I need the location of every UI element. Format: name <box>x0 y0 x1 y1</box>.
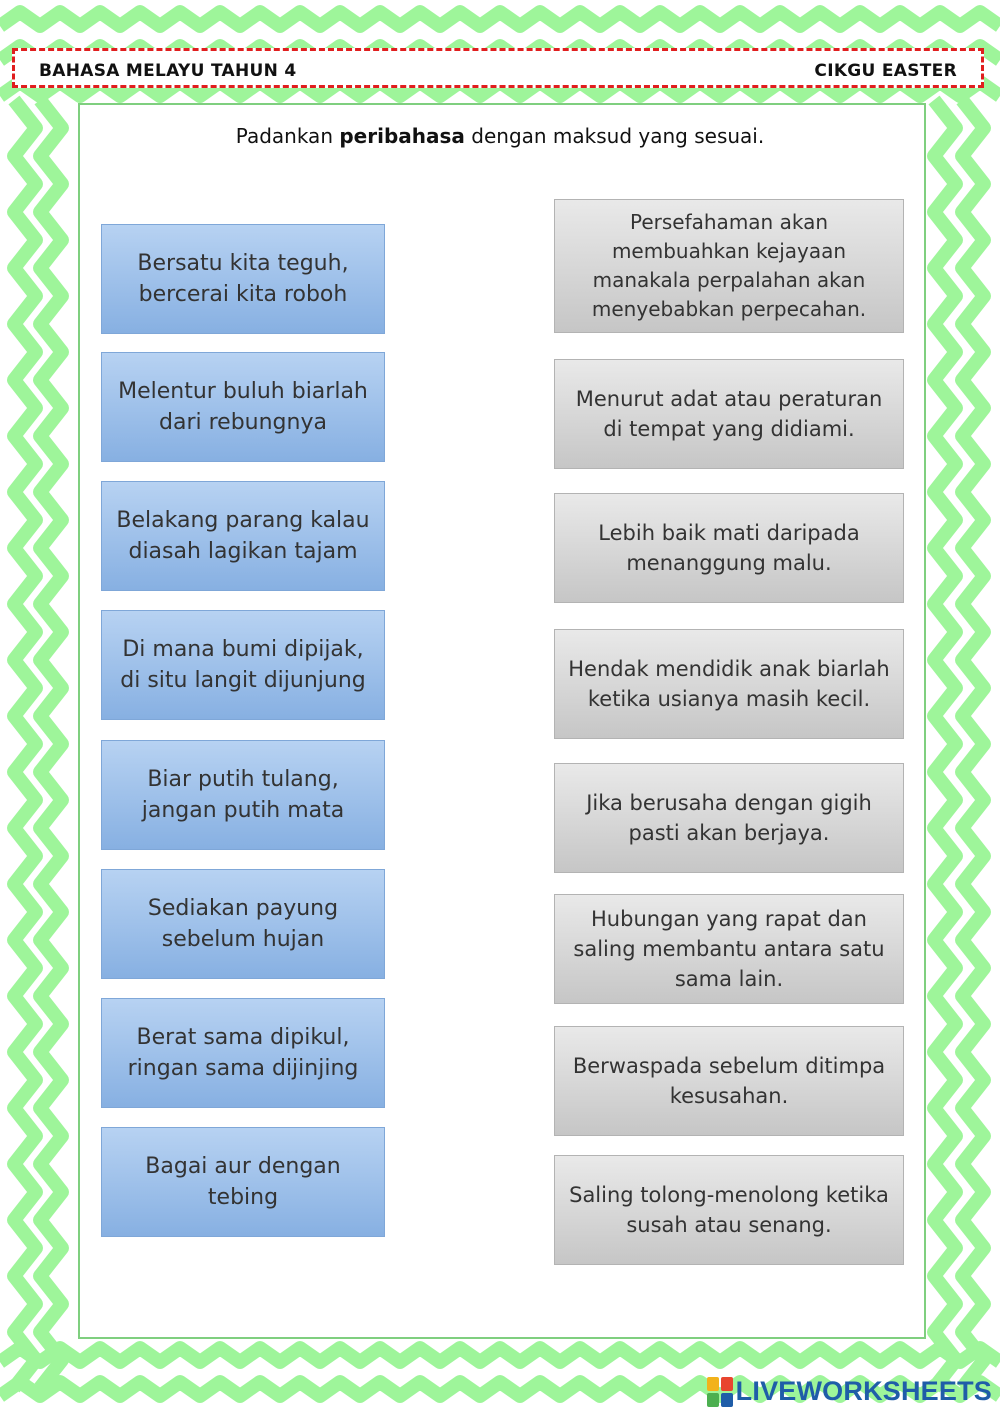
meaning-card[interactable] <box>554 199 904 333</box>
proverb-card[interactable] <box>101 224 385 334</box>
meaning-card[interactable] <box>554 493 904 603</box>
proverb-card[interactable] <box>101 869 385 979</box>
meaning-card[interactable] <box>554 1155 904 1265</box>
instruction-before: Padankan <box>235 124 340 148</box>
proverb-card[interactable] <box>101 610 385 720</box>
meaning-card[interactable] <box>554 763 904 873</box>
zigzag-stroke <box>14 100 36 1388</box>
proverb-text: Di mana bumi dipijak, di situ langit dijunjung <box>120 637 366 693</box>
meaning-text: Berwaspada sebelum ditimpa kesusahan. <box>572 1054 886 1108</box>
proverb-text: Sediakan payung sebelum hujan <box>147 896 339 952</box>
meaning-text: Hubungan yang rapat dan saling membantu antara satu sama lain. <box>573 907 885 991</box>
zigzag-stroke <box>962 100 984 1388</box>
proverb-card[interactable] <box>101 998 385 1108</box>
subject-title: BAHASA MELAYU TAHUN 4 <box>39 61 297 81</box>
proverb-text: Melentur buluh biarlah dari rebungnya <box>118 379 368 435</box>
meaning-text: Hendak mendidik anak biarlah ketika usianya masih kecil. <box>568 657 890 711</box>
liveworksheets-logo[interactable] <box>707 1376 992 1407</box>
liveworksheets-logo-text: LIVEWORKSHEETS <box>735 1376 992 1406</box>
proverb-text: Berat sama dipikul, ringan sama dijinjing <box>127 1025 359 1081</box>
proverb-card[interactable] <box>101 1127 385 1237</box>
meaning-text: Menurut adat atau peraturan di tempat yang didiami. <box>575 387 883 441</box>
meaning-text: Jika berusaha dengan gigih pasti akan berjaya. <box>586 791 872 845</box>
proverb-text: Biar putih tulang, jangan putih mata <box>141 767 345 823</box>
zigzag-stroke <box>0 12 1000 26</box>
meaning-card[interactable] <box>554 894 904 1004</box>
proverb-text: Belakang parang kalau diasah lagikan tajam <box>116 508 370 564</box>
zigzag-stroke <box>0 1348 1000 1362</box>
instruction-text <box>0 124 1000 148</box>
proverb-text: Bersatu kita teguh, bercerai kita roboh <box>137 251 349 307</box>
meaning-card[interactable] <box>554 359 904 469</box>
meaning-text: Saling tolong-menolong ketika susah atau senang. <box>569 1183 889 1237</box>
instruction-after: dengan maksud yang sesuai. <box>464 124 765 148</box>
meaning-text: Lebih baik mati daripada menanggung malu. <box>598 521 860 575</box>
zigzag-stroke <box>934 100 956 1388</box>
zigzag-stroke <box>40 100 62 1388</box>
proverb-card[interactable] <box>101 481 385 591</box>
teacher-name: CIKGU EASTER <box>814 61 957 81</box>
instruction-bold: peribahasa <box>339 124 465 148</box>
proverb-card[interactable] <box>101 740 385 850</box>
liveworksheets-logo-mark-icon <box>707 1377 733 1407</box>
meaning-card[interactable] <box>554 629 904 739</box>
proverb-card[interactable] <box>101 352 385 462</box>
proverb-text: Bagai aur dengan tebing <box>145 1154 341 1210</box>
meaning-card[interactable] <box>554 1026 904 1136</box>
meaning-text: Persefahaman akan membuahkan kejayaan manakala perpalahan akan menyebabkan perpecahan. <box>591 210 867 321</box>
header-bar <box>12 48 984 88</box>
